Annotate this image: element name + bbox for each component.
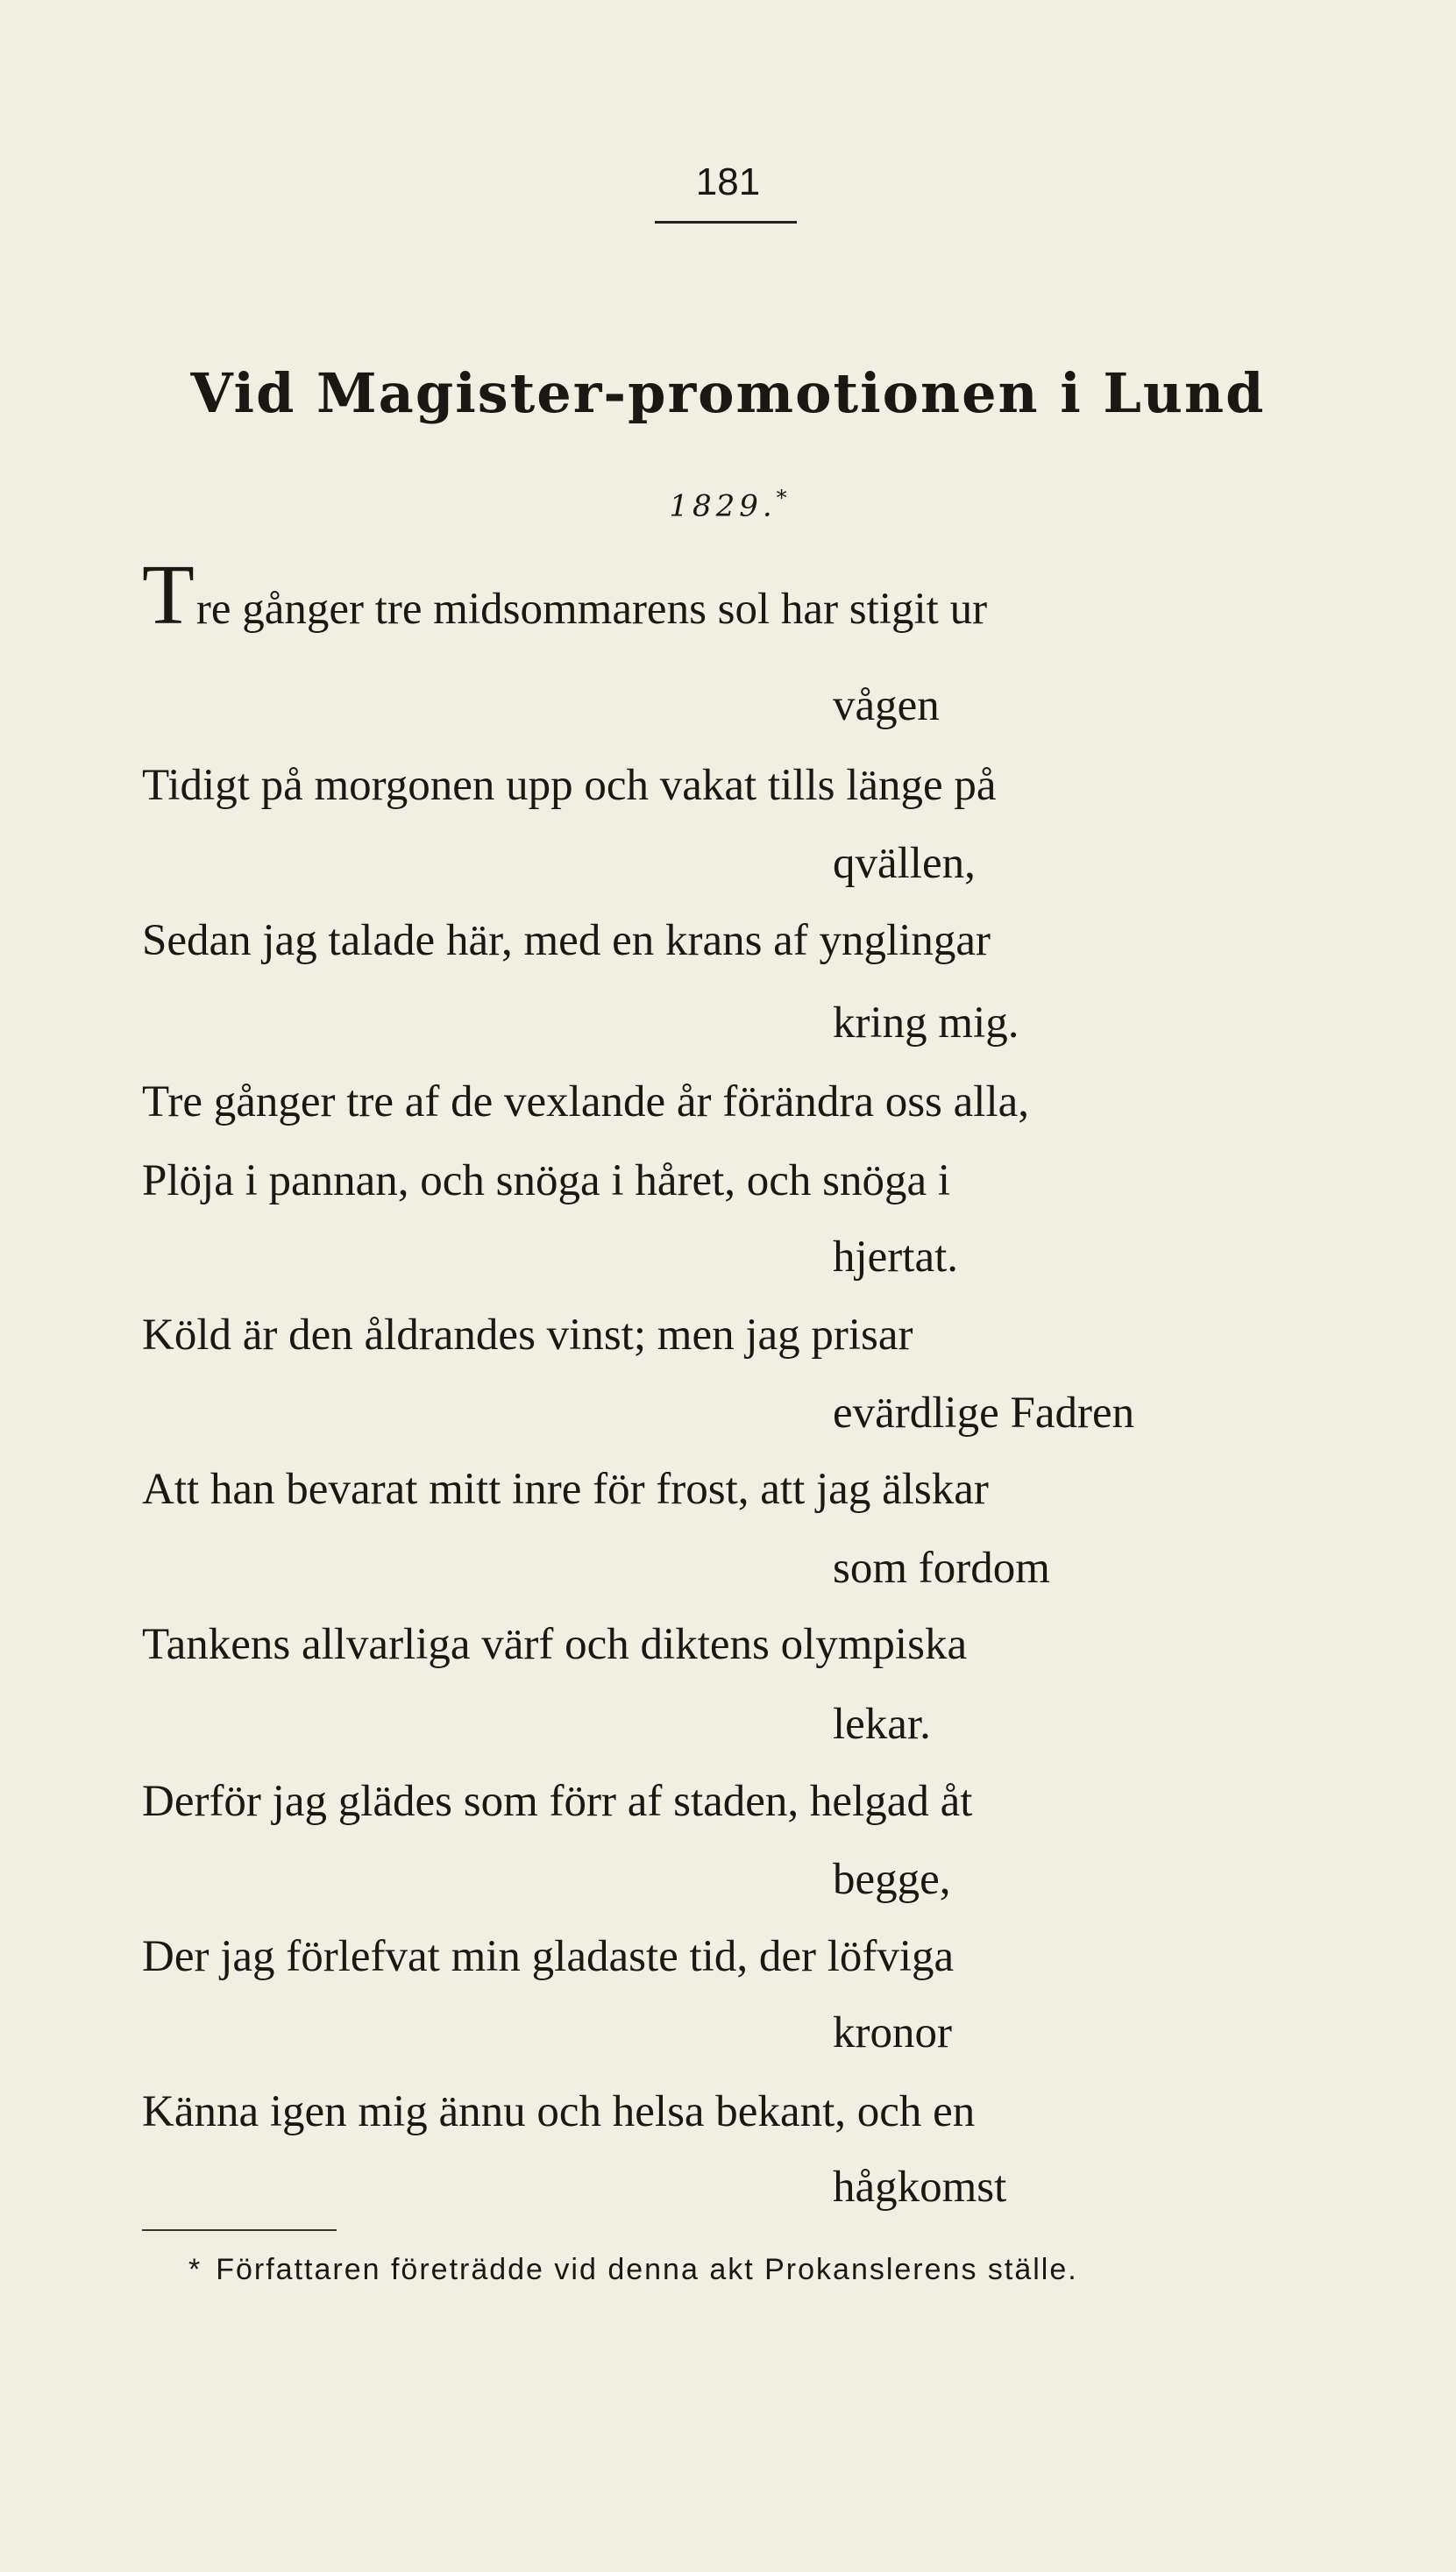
poem-line-continuation: kronor [833,2008,952,2057]
poem-line-continuation: qvällen, [833,839,976,888]
poem-line-continuation: som fordom [833,1544,1050,1593]
poem-line: Sedan jag talade här, med en krans af ynglingar [142,916,991,965]
poem-title: Vid Magister-promotionen i Lund [190,361,1266,425]
year-footnote-marker: * [776,486,787,510]
poem-line: Plöja i pannan, och snöga i håret, och snöga i [142,1156,951,1205]
footnote-text: Författaren företrädde vid denna akt Prokanslerens ställe. [216,2253,1078,2286]
poem-line-continuation: kring mig. [833,998,1019,1048]
poem-line: Der jag förlefvat min gladaste tid, der löfviga [142,1932,955,1981]
footnote [188,2255,1078,2284]
poem-line-continuation: vågen [833,681,940,730]
poem-line: Derför jag glädes som förr af staden, helgad åt [142,1777,973,1826]
poem-line-continuation: lekar. [833,1700,931,1749]
poem-line-continuation: evärdlige Fadren [833,1389,1135,1438]
poem-line: Tidigt på morgonen upp och vakat tills länge på [142,761,997,810]
poem-line: Känna igen mig ännu och helsa bekant, och en [142,2087,976,2136]
poem-line: Tre gånger tre af de vexlande år förändra oss alla, [142,1077,1030,1126]
poem-line: Tankens allvarliga värf och diktens olympiska [142,1620,968,1669]
poem-line-continuation: hågkomst [833,2163,1007,2212]
drop-cap: T [142,548,195,643]
poem-line-continuation: hjertat. [833,1233,959,1282]
poem-line-continuation: begge, [833,1855,951,1904]
year-text: 1829. [669,488,777,524]
poem-line: Köld är den åldrandes vinst; men jag prisar [142,1311,913,1360]
poem-line [142,548,1317,643]
page-number: 181 [695,160,761,203]
poem-line: Att han bevarat mitt inre för frost, att jag älskar [142,1465,989,1514]
footnote-marker: * [188,2253,202,2286]
footnote-rule [142,2229,337,2231]
poem-line-text: re gånger tre midsommarens sol har stigit ur [195,585,988,634]
